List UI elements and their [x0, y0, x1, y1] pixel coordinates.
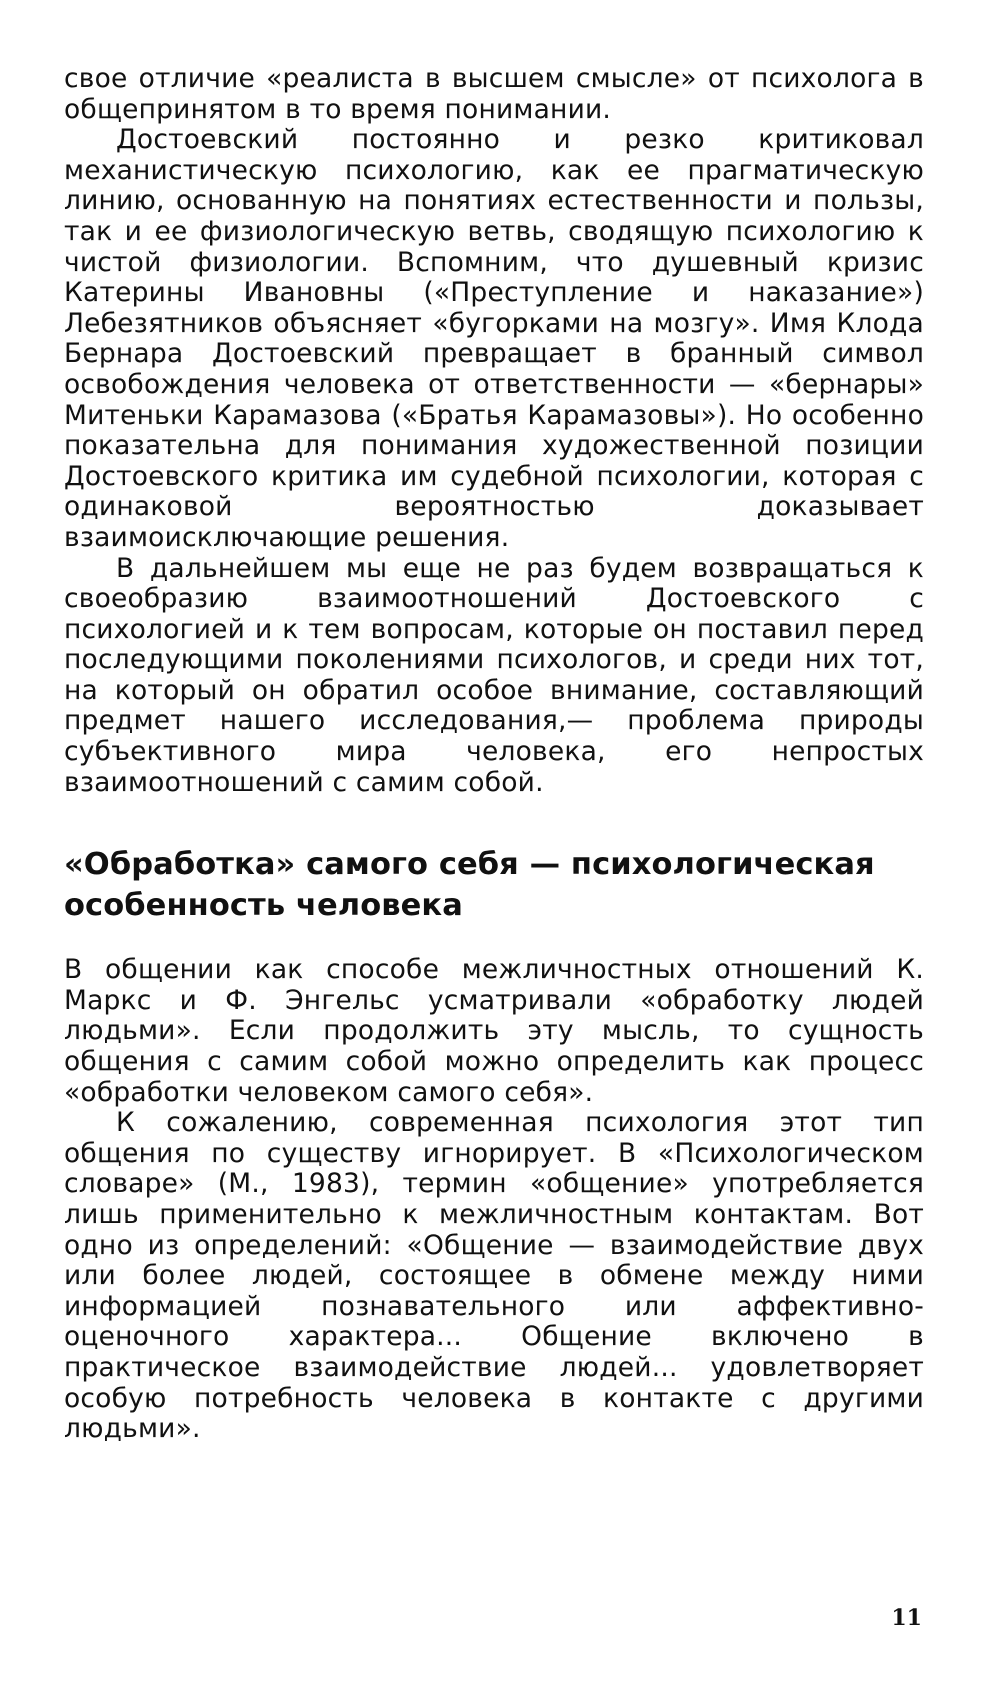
spacer	[64, 798, 924, 844]
paragraph-modern-psychology: К сожалению, современная психология этот тип общения по существу игнорирует. В «Психологическом словаре» (М., 1983), термин «общение» употребляется лишь применительно к межличностным контактам. Вот одно из определений: «Общение — взаимодействие двух или более людей, состоящее в обмене между ними информацией познавательного или аффективно-оценочного характера... Общение включено в практическое взаимодействие людей... удовлетворяет особую потребность человека в контакте с другими людьми».	[64, 1107, 924, 1445]
paragraph-communication: В общении как способе межличностных отношений К. Маркс и Ф. Энгельс усматривали «обработку людей людьми». Если продолжить эту мысль, то сущность общения с самим собой можно определить как процесс «обработки человеком самого себя».	[64, 954, 924, 1108]
paragraph-dostoevsky-critique: Достоевский постоянно и резко критиковал механистическую психологию, как ее прагматическую линию, основанную на понятиях естественности и пользы, так и ее физиологическую ветвь, сводящую психологию к чистой физиологии. Вспомним, что душевный кризис Катерины Ивановны («Преступление и наказание») Лебезятников объясняет «бугорками на мозгу». Имя Клода Бернара Достоевский превращает в бранный символ освобождения человека от ответственности — «бернары» Митеньки Карамазова («Братья Карамазовы»). Но особенно показательна для понимания художественной позиции Достоевского критика им судебной психологии, которая с одинаковой вероятностью доказывает взаимоисключающие решения.	[64, 124, 924, 553]
book-page	[64, 64, 924, 1445]
paragraph-future-return: В дальнейшем мы еще не раз будем возвращаться к своеобразию взаимоотношений Достоевского с психологией и к тем вопросам, которые он поставил перед последующими поколениями психологов, и среди них тот, на который он обратил особое внимание, составляющий предмет нашего исследования,— проблема природы субъективного мира человека, его непростых взаимоотношений с самим собой.	[64, 552, 924, 798]
spacer	[64, 926, 924, 955]
page-number: 11	[891, 1605, 922, 1631]
section-heading: «Обработка» самого себя — психологическая особенность человека	[64, 847, 875, 924]
paragraph-continuation: свое отличие «реалиста в высшем смысле» от психолога в общепринятом в то время понимании.	[64, 63, 924, 125]
